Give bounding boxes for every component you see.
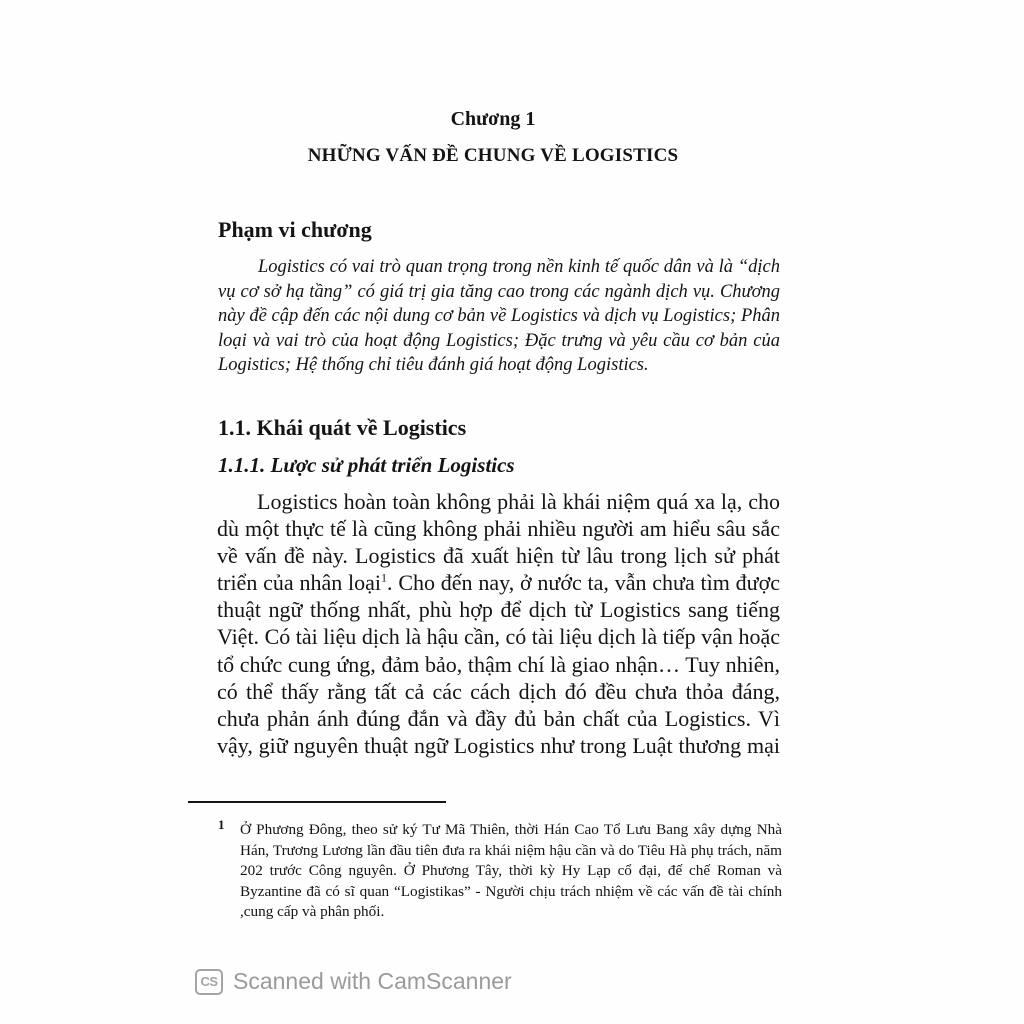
scope-heading: Phạm vi chương	[218, 217, 372, 242]
section-heading: 1.1. Khái quát về Logistics	[218, 415, 467, 440]
chapter-title: NHỮNG VẤN ĐỀ CHUNG VỀ LOGISTICS	[307, 145, 679, 166]
body-paragraph	[217, 488, 780, 759]
camscanner-logo-icon: CS	[195, 969, 223, 995]
body-text-part1: Logistics hoàn toàn không phải là khái niệm quá xa lạ, cho dù một thực tế là cũng không phải nhiều người am hiểu sâu sắc về vấn đề này. Logistics đã xuất hiện từ lâu trong lịch sử phát triển của nhân loại	[217, 489, 780, 596]
chapter-number: Chương 1	[450, 108, 536, 130]
body-text-part2: . Cho đến nay, ở nước ta, vẫn chưa tìm được thuật ngữ thống nhất, phù hợp để dịch từ Logistics sang tiếng Việt. Có tài liệu dịch là hậu cần, có tài liệu dịch là tiếp vận hoặc tổ chức cung ứng, đảm bảo, thậm chí là giao nhận… Tuy nhiên, có thể thấy rằng tất cả các cách dịch đó đều chưa thỏa đáng, chưa phản ánh đúng đắn và đầy đủ bản chất của Logistics. Vì vậy, giữ nguyên thuật ngữ Logistics như trong Luật thương mại	[217, 570, 781, 758]
footnote-text: Ở Phương Đông, theo sử ký Tư Mã Thiên, thời Hán Cao Tổ Lưu Bang xây dựng Nhà Hán, Trương Lương lần đầu tiên đưa ra khái niệm hậu cần và do Tiêu Hà phụ trách, năm 202 trước Công nguyên. Ở Phương Tây, thời kỳ Hy Lạp cổ đại, đế chế Roman và Byzantine đã có sĩ quan “Logistikas” - Người chịu trách nhiệm về các vấn đề tài chính ,cung cấp và phân phối.	[240, 821, 782, 920]
footnote-reference: 1	[381, 570, 388, 585]
footnote-divider	[188, 801, 446, 803]
watermark-text: Scanned with CamScanner	[233, 968, 512, 994]
footnote-marker: 1	[218, 817, 225, 832]
camscanner-watermark	[195, 968, 512, 995]
subsection-heading: 1.1.1. Lược sử phát triển Logistics	[218, 453, 515, 477]
scope-paragraph: Logistics có vai trò quan trọng trong nền kinh tế quốc dân và là “dịch vụ cơ sở hạ tầng” có giá trị gia tăng cao trong các ngành dịch vụ. Chương này đề cập đến các nội dung cơ bản về Logistics và dịch vụ Logistics; Phân loại và vai trò của hoạt động Logistics; Đặc trưng và yêu cầu cơ bản của Logistics; Hệ thống chỉ tiêu đánh giá hoạt động Logistics.	[218, 257, 780, 376]
